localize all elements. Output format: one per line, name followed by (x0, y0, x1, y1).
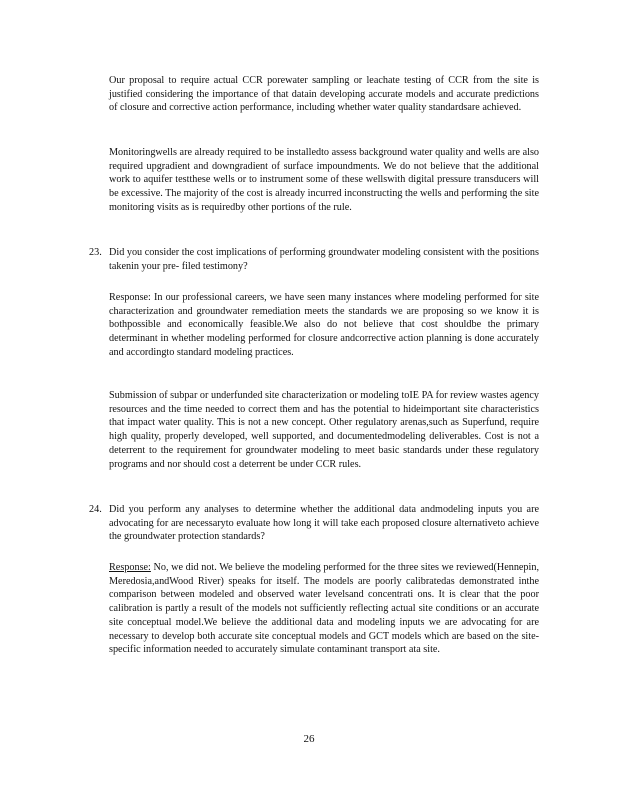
page-number: 26 (303, 733, 315, 745)
paragraph-monitoring-wells: Monitoringwells are already required to be installedto assess background water quality and wells are also required upgradient and downgradient of surface impoundments. We do not believe that the additional work to aquifer testthese wells or to instrument some of these wellswith digital pressure transducers will be excessive. The majority of the cost is already incurred inconstructing the wells and performing the site monitoring visits as is requiredby other portions of the rule. (109, 147, 539, 213)
response-text: No, we did not. We believe the modeling performed for the three sites we reviewed(Hennepin, Meredosia,andWood River) speaks for itself. The models are poorly calibratedas demonstrated inthe comparison between modeled and observed water levelsand concentrati ons. It is clear that the poor calibration is partly a result of the models not sufficiently reflecting actual site conditions or an accurate site conceptual model.We believe the additional data and modeling inputs we are advocating for are necessary to develop both accurate site conceptual models and GCT models which are based on the site-specific information needed to accurately simulate contaminant transport ata site. (109, 562, 539, 656)
question-24-number: 24. (89, 504, 102, 515)
question-23-followup: Submission of subpar or underfunded site characterization or modeling toIE PA for review wastes agency resources and the time needed to correct them and has the potential to hideimportant site characteristics that impact water quality. This is not a new concept. Other regulatory arenas,such as Superfund, require high quality, properly developed, well supported, and documentedmodeling deliverables. Cost is not a deterrent to the requirement for groundwater modeling to meet basic standards under these regulatory programs and nor should cost a deterrent be under CCR rules. (109, 390, 539, 470)
question-24-text: Did you perform any analyses to determine whether the additional data andmodeling inputs you are advocating for are necessaryto evaluate how long it will take each proposed closure alternativeto achieve the groundwater protection standards? (109, 504, 539, 543)
question-23-number: 23. (89, 247, 102, 258)
paragraph-ccr-proposal: Our proposal to require actual CCR porewater sampling or leachate testing of CCR from the site is justified considering the importance of that datain developing accurate models and accurate predictions of closure and corrective action performance, including whether water quality standardsare achieved. (109, 75, 539, 114)
response-label: Response: (109, 562, 151, 573)
question-24-response (109, 561, 539, 657)
question-23-response: Response: In our professional careers, we have seen many instances where modeling performed for site characterization and groundwater remediation meets the standards we are proposing so we know it is bothpossible and economically feasible.We also do not believe that cost shouldbe the primary determinant in whether modeling performed for closure andcorrective action planning is done accurately and accordingto standard modeling practices. (109, 292, 539, 358)
question-23-text: Did you consider the cost implications of performing groundwater modeling consistent with the positions takenin your pre- filed testimony? (109, 247, 539, 272)
